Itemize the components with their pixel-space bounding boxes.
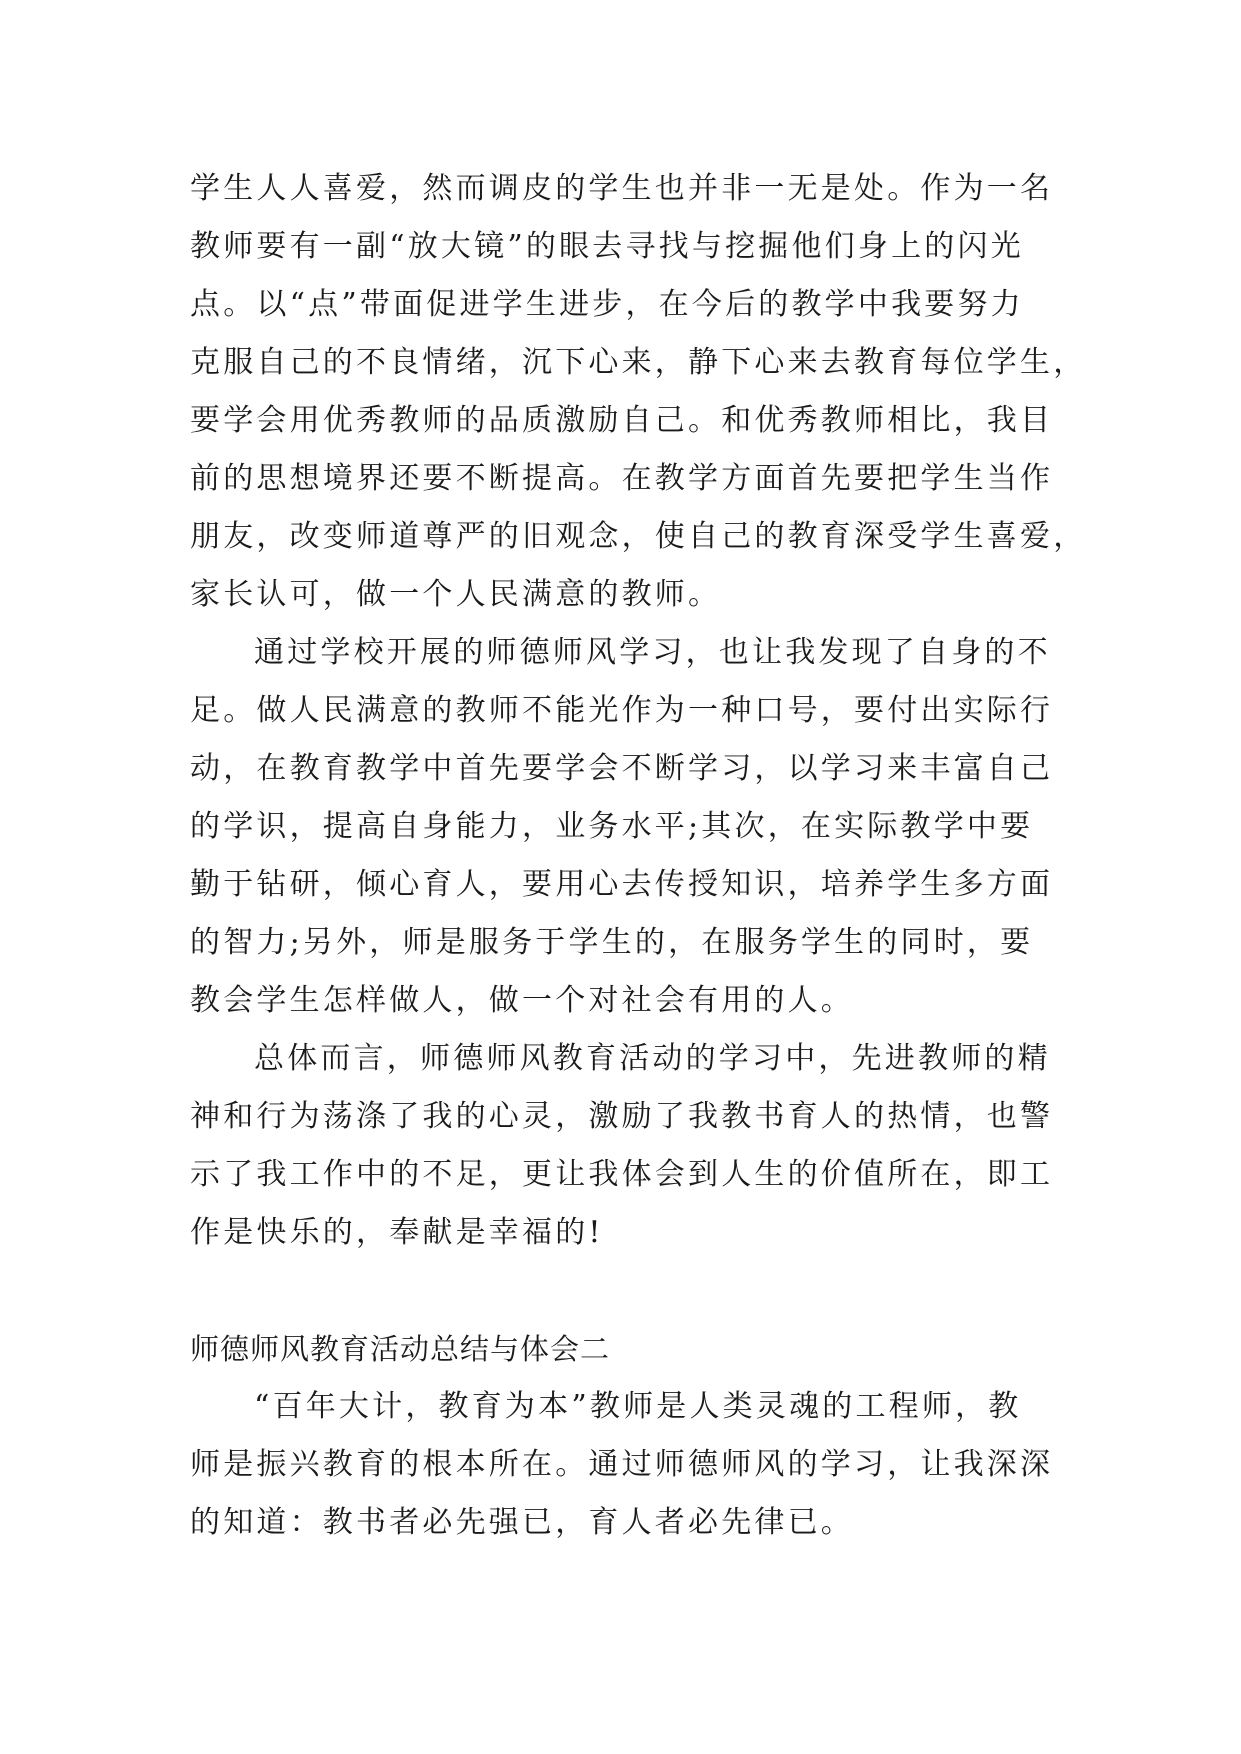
- paragraph-3: [190, 1030, 1054, 1262]
- text-line: 勤于钻研，倾心育人，要用心去传授知识，培养学生多方面: [190, 867, 1054, 902]
- text-line: 总体而言，师德师风教育活动的学习中，先进教师的精: [254, 1041, 1051, 1076]
- text-line: 家长认可，做一个人民满意的教师。: [190, 577, 722, 612]
- text-line: 教会学生怎样做人，做一个对社会有用的人。: [190, 983, 854, 1018]
- text-line: 克服自己的不良情绪，沉下心来，静下心来去教育每位学生，: [190, 345, 1087, 380]
- paragraph-1: [190, 160, 1087, 624]
- text-line: 前的思想境界还要不断提高。在教学方面首先要把学生当作: [190, 461, 1054, 496]
- text-line: 点。以“点”带面促进学生进步，在今后的教学中我要努力: [190, 287, 1024, 322]
- text-line: 的学识，提高自身能力，业务水平;其次，在实际教学中要: [190, 809, 1034, 844]
- text-line: 朋友，改变师道尊严的旧观念，使自己的教育深受学生喜爱，: [190, 519, 1087, 554]
- text-line: 动，在教育教学中首先要学会不断学习，以学习来丰富自己: [190, 751, 1054, 786]
- text-line: 示了我工作中的不足，更让我体会到人生的价值所在，即工: [190, 1157, 1054, 1192]
- paragraph-spacer: [190, 1262, 1050, 1320]
- text-line: 作是快乐的，奉献是幸福的!: [190, 1215, 604, 1250]
- paragraph-2: [190, 624, 1054, 1030]
- document-body: [190, 160, 1087, 1552]
- text-line: 的智力;另外，师是服务于学生的，在服务学生的同时，要: [190, 925, 1034, 960]
- text-line: 足。做人民满意的教师不能光作为一种口号，要付出实际行: [190, 693, 1054, 728]
- text-line: 师是振兴教育的根本所在。通过师德师风的学习，让我深深: [190, 1447, 1054, 1482]
- text-line: “百年大计，教育为本”教师是人类灵魂的工程师，教: [254, 1389, 1022, 1424]
- text-line: 学生人人喜爱，然而调皮的学生也并非一无是处。作为一名: [190, 171, 1054, 206]
- text-line: 通过学校开展的师德师风学习，也让我发现了自身的不: [254, 635, 1051, 670]
- text-line: 的知道：教书者必先强已，育人者必先律已。: [190, 1505, 854, 1540]
- paragraph-4: [190, 1378, 1054, 1552]
- section-title: 师德师风教育活动总结与体会二: [190, 1332, 611, 1366]
- text-line: 教师要有一副“放大镜”的眼去寻找与挖掘他们身上的闪光: [190, 229, 1024, 264]
- text-line: 神和行为荡涤了我的心灵，激励了我教书育人的热情，也警: [190, 1099, 1054, 1134]
- text-line: 要学会用优秀教师的品质激励自己。和优秀教师相比，我目: [190, 403, 1054, 438]
